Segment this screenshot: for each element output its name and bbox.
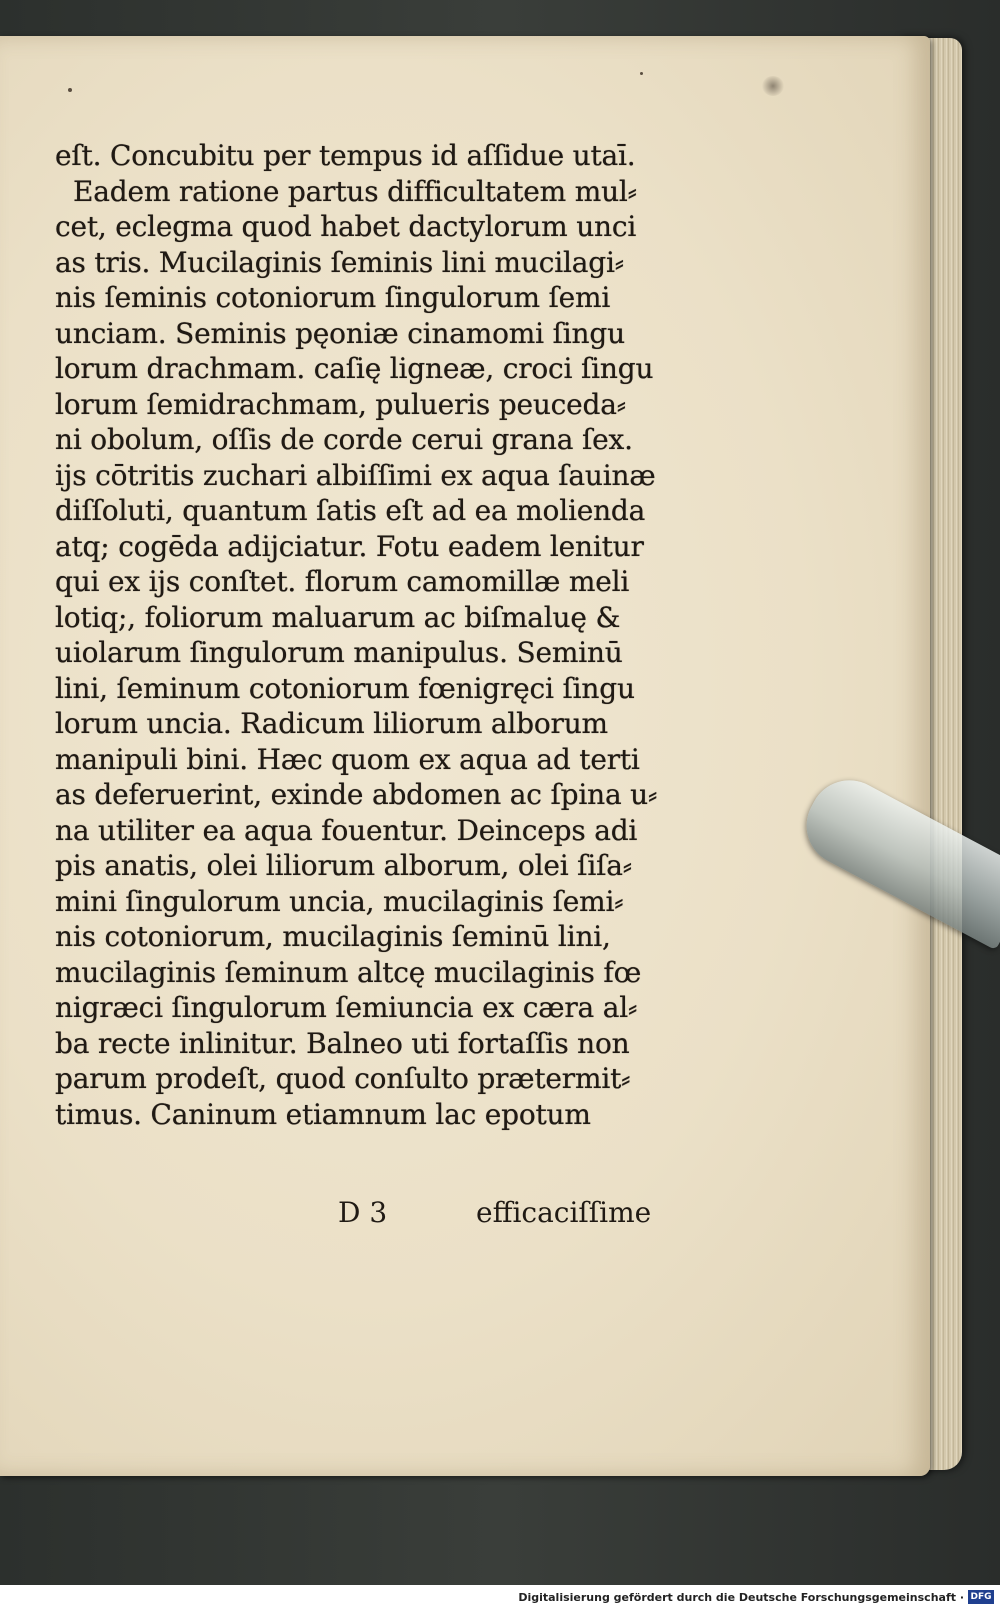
text-line: na utiliter ea aqua fouentur. Deinceps adi bbox=[55, 813, 638, 847]
funding-credit: Digitalisierung gefördert durch die Deutsche Forschungsgemeinschaft · bbox=[518, 1591, 964, 1604]
text-line: pis anatis, olei liliorum alborum, olei ſiſa⸗ bbox=[55, 849, 632, 882]
text-line: ijs cōtritis zuchari albiſſimi ex aqua ſauinæ bbox=[55, 458, 656, 492]
signature-mark: D 3 bbox=[338, 1196, 388, 1229]
text-line: atq; cogēda adijciatur. Fotu eadem lenitur bbox=[55, 529, 644, 563]
credit-bar bbox=[0, 1585, 1000, 1607]
text-line: nis ſeminis cotoniorum ſingulorum ſemi bbox=[55, 281, 611, 314]
catchword: efficaciſſime bbox=[476, 1196, 652, 1229]
text-line: unciam. Seminis pęoniæ cinamomi ſingu bbox=[55, 316, 625, 350]
text-line: nigræci ſingulorum ſemiuncia ex cæra al⸗ bbox=[55, 991, 638, 1024]
text-line: lorum uncia. Radicum liliorum alborum bbox=[55, 707, 608, 740]
paper-speck bbox=[640, 72, 643, 75]
text-line: manipuli bini. Hæc quom ex aqua ad terti bbox=[55, 742, 640, 776]
text-line: qui ex ijs conſtet. florum camomillæ meli bbox=[55, 565, 630, 598]
text-line: mini ſingulorum uncia, mucilaginis ſemi⸗ bbox=[55, 884, 624, 918]
body-text bbox=[55, 138, 658, 1132]
text-line: as tris. Mucilaginis ſeminis lini mucilagi⸗ bbox=[55, 245, 624, 279]
text-line: lotiq;, foliorum maluarum ac biſmaluę & bbox=[55, 600, 621, 634]
paper-speck bbox=[68, 88, 72, 92]
text-line: lorum ſemidrachmam, pulueris peuceda⸗ bbox=[55, 387, 626, 421]
text-line: eſt. Concubitu per tempus id aſſidue utaī. bbox=[55, 139, 636, 172]
text-line: ni obolum, oſſis de corde cerui grana ſex. bbox=[55, 423, 633, 456]
text-line: ba recte inlinitur. Balneo uti fortaſſis non bbox=[55, 1026, 630, 1060]
text-line: uiolarum ſingulorum manipulus. Seminū bbox=[55, 636, 623, 669]
text-line: parum prodeſt, quod conſulto prætermit⸗ bbox=[55, 1062, 631, 1095]
text-line: diſſoluti, quantum ſatis eſt ad ea molienda bbox=[55, 494, 646, 527]
text-line: timus. Caninum etiamnum lac epotum bbox=[55, 1097, 591, 1131]
dfg-logo: DFG bbox=[968, 1590, 994, 1604]
text-line: Eadem ratione partus difficultatem mul⸗ bbox=[73, 174, 637, 208]
text-line: lorum drachmam. caſię ligneæ, croci ſingu bbox=[55, 352, 654, 385]
text-line: nis cotoniorum, mucilaginis ſeminū lini, bbox=[55, 920, 611, 953]
ink-smudge bbox=[762, 76, 784, 96]
text-line: mucilaginis ſeminum altcę mucilaginis fœ bbox=[55, 955, 642, 989]
text-line: cet, eclegma quod habet dactylorum unci bbox=[55, 210, 637, 243]
text-line: as deferuerint, exinde abdomen ac ſpina u⸗ bbox=[55, 778, 658, 811]
text-line: lini, ſeminum cotoniorum fœnigręci ſingu bbox=[55, 671, 635, 705]
page-footer-line bbox=[338, 1196, 658, 1232]
